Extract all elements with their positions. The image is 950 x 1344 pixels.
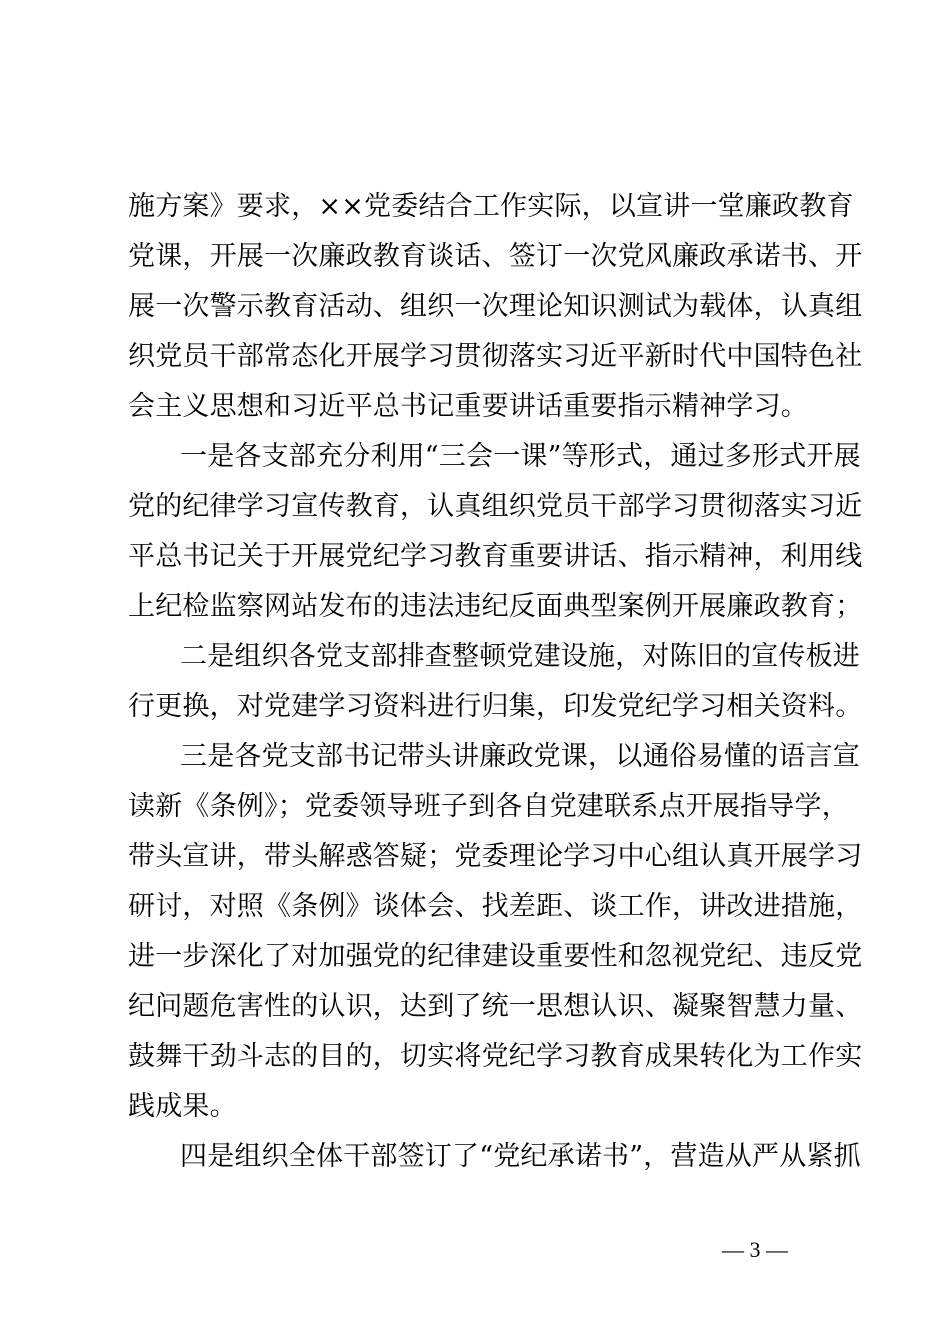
paragraph-start-line: 三是各党支部书记带头讲廉政党课，以通俗易懂的语言宣 [180,741,860,772]
text-line: 施方案》要求，××党委结合工作实际，以宣讲一堂廉政教育 [128,191,854,222]
page-number: — 3 — [722,1237,788,1262]
text-line: 鼓舞干劲斗志的目的，切实将党纪学习教育成果转化为工作实 [128,1041,863,1072]
paragraph-start-line: 四是组织全体干部签订了“党纪承诺书”，营造从严从紧抓 [180,1141,861,1172]
text-line: 读新《条例》；党委领导班子到各自党建联系点开展指导学， [128,791,849,822]
paragraph-start-line: 二是组织各党支部排查整顿党建设施，对陈旧的宣传板进 [180,641,860,672]
text-line: 平总书记关于开展党纪学习教育重要讲话、指示精神，利用线 [128,541,863,572]
text-line: 带头宣讲，带头解惑答疑；党委理论学习中心组认真开展学习 [128,841,863,872]
text-line: 践成果。 [128,1091,237,1122]
text-line: 进一步深化了对加强党的纪律建设重要性和忽视党纪、违反党 [128,941,863,972]
text-line: 会主义思想和习近平总书记重要讲话重要指示精神学习。 [128,391,808,422]
text-line: 党课，开展一次廉政教育谈话、签订一次党风廉政承诺书、开 [128,241,863,272]
text-line: 上纪检监察网站发布的违法违纪反面典型案例开展廉政教育； [128,591,863,622]
text-line: 行更换，对党建学习资料进行归集，印发党纪学习相关资料。 [128,691,863,722]
text-line: 党的纪律学习宣传教育，认真组织党员干部学习贯彻落实习近 [128,491,863,522]
text-line: 展一次警示教育活动、组织一次理论知识测试为载体，认真组 [128,291,863,322]
text-line: 研讨，对照《条例》谈体会、找差距、谈工作，讲改进措施， [128,891,863,922]
paragraph-start-line: 一是各支部充分利用“三会一课”等形式，通过多形式开展 [180,441,861,472]
text-line: 纪问题危害性的认识，达到了统一思想认识、凝聚智慧力量、 [128,991,863,1022]
text-line: 织党员干部常态化开展学习贯彻落实习近平新时代中国特色社 [128,341,863,372]
